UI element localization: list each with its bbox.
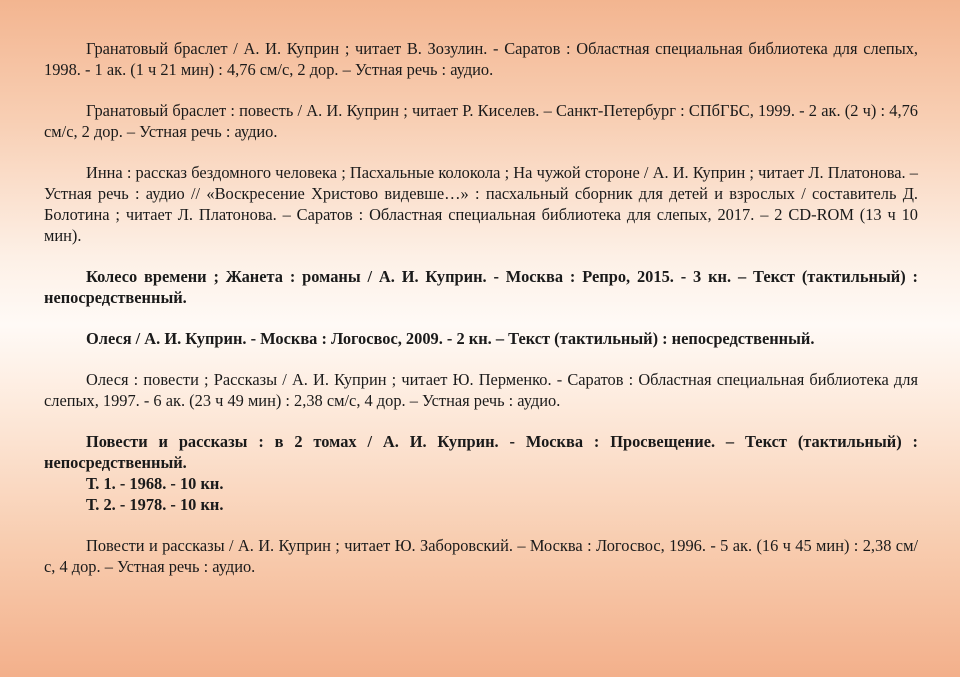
bibliography-entry-1: Гранатовый браслет / А. И. Куприн ; читает В. Зозулин. - Саратов : Областная специальная библиотека для слепых, 1998. - 1 ак. (1 ч 21 мин) : 4,76 см/с, 2 дор. – Устная речь : аудио.	[44, 39, 918, 79]
bibliography-list	[44, 38, 918, 597]
bibliography-entry-3: Инна : рассказ бездомного человека ; Пасхальные колокола ; На чужой стороне / А. И. Куприн ; читает Л. Платонова. – Устная речь : аудио // «Воскресение Христово видевше…» : пасхальный сборник для детей и взрослых / составитель Д. Болотина ; читает Л. Платонова. – Саратов : Областная специальная библиотека для слепых, 2017. – 2 CD-ROM (13 ч 10 мин).	[44, 163, 918, 245]
bibliography-entry-4: Колесо времени ; Жанета : романы / А. И. Куприн. - Москва : Репро, 2015. - 3 кн. – Текст (тактильный) : непосредственный.	[44, 267, 918, 307]
bibliography-entry-5: Олеся / А. И. Куприн. - Москва : Логосвос, 2009. - 2 кн. – Текст (тактильный) : непосредственный.	[86, 329, 815, 348]
volume-line-2: Т. 2. - 1978. - 10 кн.	[86, 495, 224, 514]
bibliography-entry-7: Повести и рассказы : в 2 томах / А. И. Куприн. - Москва : Просвещение. – Текст (тактильный) : непосредственный.	[44, 432, 918, 472]
bibliography-entry-8: Повести и рассказы / А. И. Куприн ; читает Ю. Заборовский. – Москва : Логосвос, 1996. - 5 ак. (16 ч 45 мин) : 2,38 см/с, 4 дор. – Устная речь : аудио.	[44, 536, 918, 576]
bibliography-entry-2: Гранатовый браслет : повесть / А. И. Куприн ; читает Р. Киселев. – Санкт-Петербург : СПбГБС, 1999. - 2 ак. (2 ч) : 4,76 см/с, 2 дор. – Устная речь : аудио.	[44, 101, 918, 141]
volume-line-1: Т. 1. - 1968. - 10 кн.	[86, 474, 224, 493]
bibliography-entry-6: Олеся : повести ; Рассказы / А. И. Куприн ; читает Ю. Перменко. - Саратов : Областная специальная библиотека для слепых, 1997. - 6 ак. (23 ч 49 мин) : 2,38 см/с, 4 дор. – Устная речь : аудио.	[44, 370, 918, 410]
